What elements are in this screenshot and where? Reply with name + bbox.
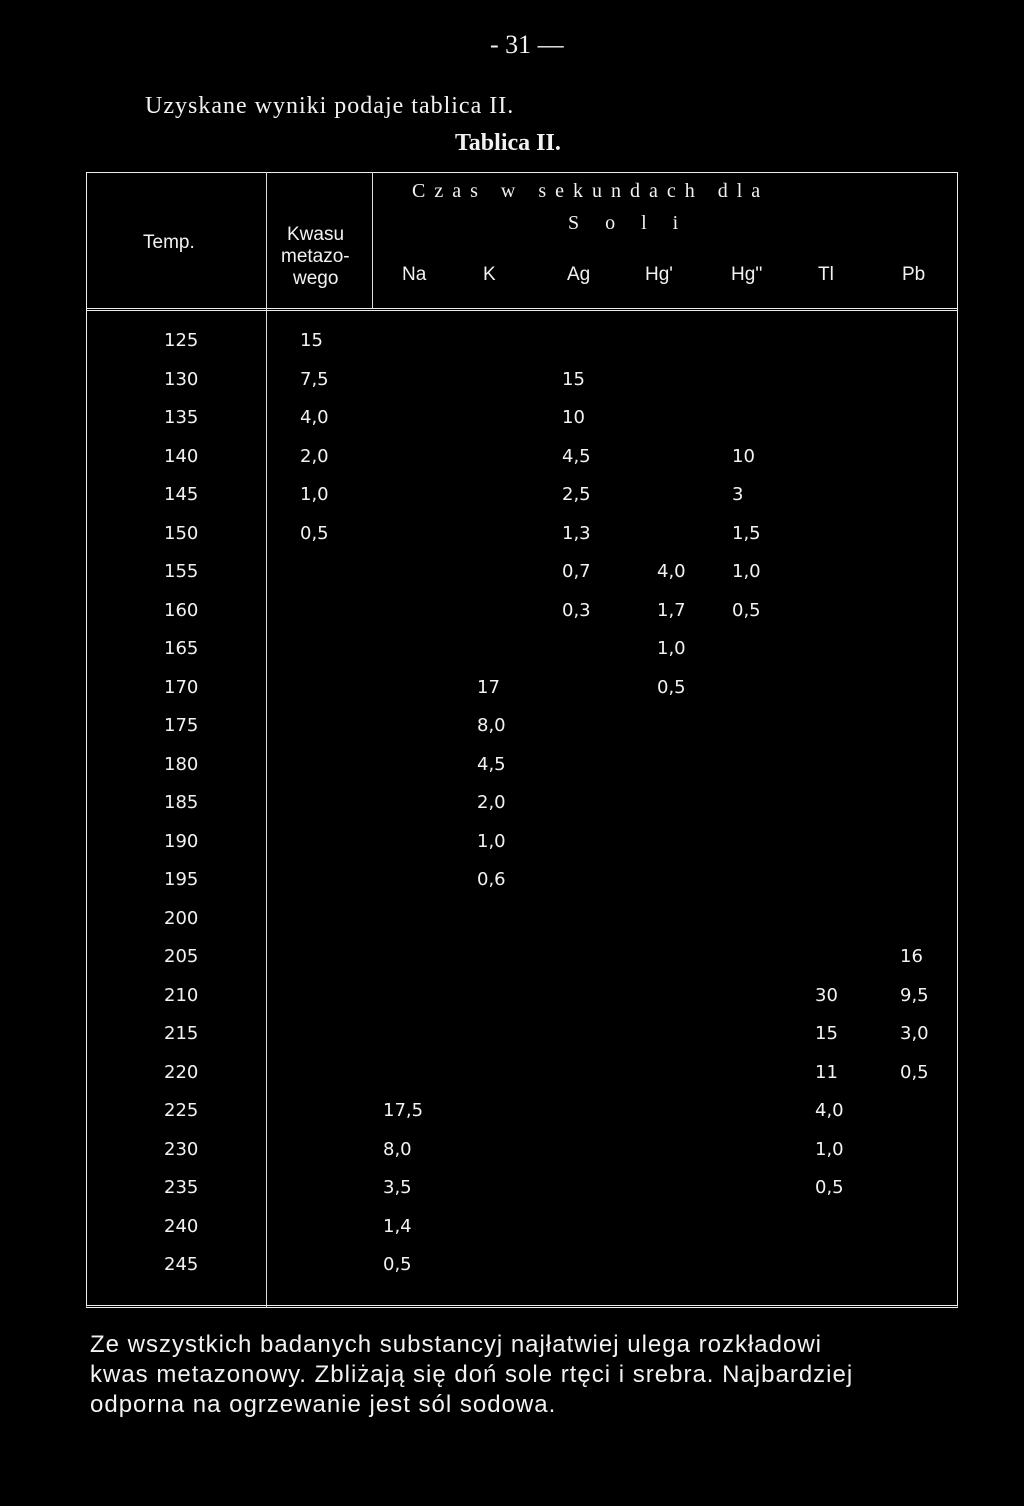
cell-acid: 1,0 xyxy=(300,484,329,505)
cell-temp: 150 xyxy=(164,522,199,544)
cell-ag: 0,3 xyxy=(562,599,591,621)
cell-k: 8,0 xyxy=(477,715,506,736)
header-hg1: Hg' xyxy=(645,264,673,285)
cell-temp: 210 xyxy=(164,984,199,1006)
cell-temp: 130 xyxy=(164,368,199,390)
header-tl: Tl xyxy=(818,264,834,285)
cell-ag: 15 xyxy=(562,368,585,390)
cell-temp: 215 xyxy=(164,1023,199,1044)
cell-acid: 4,0 xyxy=(300,407,329,428)
cell-temp: 155 xyxy=(164,561,199,582)
cell-tl: 30 xyxy=(815,984,838,1006)
cell-hg1: 0,5 xyxy=(657,676,686,698)
header-pb: Pb xyxy=(902,264,926,285)
cell-temp: 160 xyxy=(164,599,199,621)
divider-temp xyxy=(266,172,267,1308)
cell-temp: 165 xyxy=(164,638,199,659)
cell-tl: 11 xyxy=(815,1061,838,1083)
header-acid-2: metazo- xyxy=(281,246,350,267)
cell-acid: 0,5 xyxy=(300,522,329,544)
closing-line-1: Ze wszystkich badanych substancyj najłatwiej ulega rozkładowi xyxy=(90,1331,822,1358)
cell-na: 8,0 xyxy=(383,1138,412,1160)
cell-temp: 170 xyxy=(164,676,199,698)
cell-tl: 15 xyxy=(815,1023,838,1044)
cell-temp: 235 xyxy=(164,1177,199,1198)
cell-na: 1,4 xyxy=(383,1215,412,1237)
cell-hg1: 1,0 xyxy=(657,638,686,659)
cell-ag: 10 xyxy=(562,407,585,428)
closing-paragraph xyxy=(90,1330,990,1420)
header-acid-1: Kwasu xyxy=(287,224,345,245)
cell-k: 1,0 xyxy=(477,830,506,852)
cell-temp: 220 xyxy=(164,1061,199,1083)
cell-ag: 0,7 xyxy=(562,561,591,582)
cell-k: 0,6 xyxy=(477,869,506,890)
cell-temp: 180 xyxy=(164,753,199,775)
cell-hg2: 10 xyxy=(732,445,755,467)
header-hg2: Hg'' xyxy=(731,264,763,285)
cell-tl: 1,0 xyxy=(815,1138,844,1160)
cell-k: 2,0 xyxy=(477,792,506,813)
cell-temp: 135 xyxy=(164,407,199,428)
cell-tl: 0,5 xyxy=(815,1177,844,1198)
cell-temp: 195 xyxy=(164,869,199,890)
cell-temp: 125 xyxy=(164,330,199,351)
header-divider xyxy=(86,308,958,311)
cell-hg2: 3 xyxy=(732,484,744,505)
closing-line-3: odporna na ogrzewanie jest sól sodowa. xyxy=(90,1391,557,1418)
cell-temp: 230 xyxy=(164,1138,199,1160)
cell-temp: 200 xyxy=(164,907,199,929)
header-time-span: Czas w sekundach dla xyxy=(412,180,770,202)
cell-ag: 1,3 xyxy=(562,522,591,544)
header-k: K xyxy=(483,264,496,285)
cell-temp: 205 xyxy=(164,946,199,967)
header-temp: Temp. xyxy=(143,232,195,253)
cell-hg1: 4,0 xyxy=(657,561,686,582)
cell-hg2: 1,0 xyxy=(732,561,761,582)
cell-acid: 2,0 xyxy=(300,445,329,467)
cell-na: 0,5 xyxy=(383,1254,412,1275)
cell-k: 17 xyxy=(477,676,500,698)
cell-pb: 16 xyxy=(900,946,923,967)
header-na: Na xyxy=(402,264,427,285)
cell-temp: 245 xyxy=(164,1254,199,1275)
cell-ag: 2,5 xyxy=(562,484,591,505)
cell-temp: 190 xyxy=(164,830,199,852)
cell-temp: 240 xyxy=(164,1215,199,1237)
header-salt-span: Soli xyxy=(568,212,705,234)
table-caption: Tablica II. xyxy=(455,130,561,156)
cell-hg2: 1,5 xyxy=(732,522,761,544)
cell-acid: 15 xyxy=(300,330,323,351)
cell-hg2: 0,5 xyxy=(732,599,761,621)
cell-temp: 185 xyxy=(164,792,199,813)
intro-text: Uzyskane wyniki podaje tablica II. xyxy=(145,93,515,119)
cell-na: 17,5 xyxy=(383,1100,424,1121)
cell-na: 3,5 xyxy=(383,1177,412,1198)
cell-k: 4,5 xyxy=(477,753,506,775)
page-number: - 31 — xyxy=(490,30,564,59)
cell-pb: 3,0 xyxy=(900,1023,929,1044)
cell-acid: 7,5 xyxy=(300,368,329,390)
cell-ag: 4,5 xyxy=(562,445,591,467)
divider-acid xyxy=(372,172,373,308)
cell-pb: 0,5 xyxy=(900,1061,929,1083)
header-acid-3: wego xyxy=(293,268,339,289)
cell-tl: 4,0 xyxy=(815,1100,844,1121)
cell-temp: 225 xyxy=(164,1100,199,1121)
cell-hg1: 1,7 xyxy=(657,599,686,621)
cell-temp: 140 xyxy=(164,445,199,467)
cell-pb: 9,5 xyxy=(900,984,929,1006)
closing-line-2: kwas metazonowy. Zbliżają się doń sole rtęci i srebra. Najbardziej xyxy=(90,1361,854,1388)
cell-temp: 175 xyxy=(164,715,199,736)
header-ag: Ag xyxy=(567,264,591,285)
cell-temp: 145 xyxy=(164,484,199,505)
